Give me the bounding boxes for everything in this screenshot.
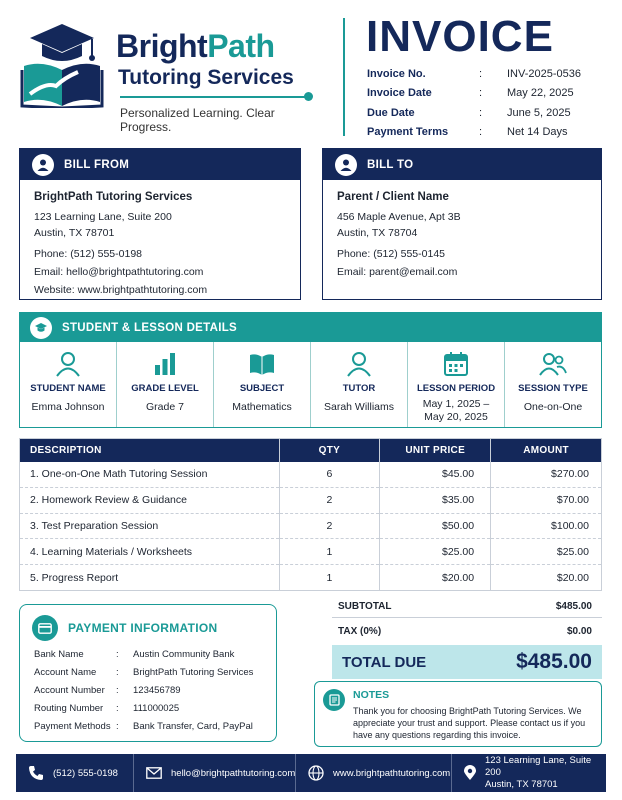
payment-row: Payment Methods : Bank Transfer, Card, PayPal — [34, 720, 253, 732]
notes-title: NOTES — [353, 689, 390, 701]
footer-phone[interactable]: (512) 555-0198 — [16, 754, 134, 792]
notes-text: Thank you for choosing BrightPath Tutoring Services. We appreciate your trust and support. Please contact us if you have any questions regarding this invoice. — [353, 706, 586, 740]
line-items-table — [19, 438, 602, 591]
col-amount: AMOUNT — [491, 439, 602, 462]
meta-row: Invoice No. : INV-2025-0536 — [367, 67, 581, 80]
invoice-meta — [367, 64, 607, 142]
user-icon — [32, 154, 54, 176]
student-lesson-header: STUDENT & LESSON DETAILS — [20, 313, 601, 342]
col-description: DESCRIPTION — [20, 439, 280, 462]
footer-bar — [16, 754, 606, 792]
payment-row: Bank Name : Austin Community Bank — [34, 648, 235, 660]
bill-to-address2: Austin, TX 78704 — [337, 227, 418, 239]
people-icon — [539, 351, 567, 377]
session-type-cell: SESSION TYPE One-on-One — [505, 342, 601, 427]
meta-row: Invoice Date : May 22, 2025 — [367, 87, 574, 100]
header-divider — [343, 18, 345, 136]
brand-underline — [120, 96, 308, 98]
brand-subtitle: Tutoring Services — [118, 66, 294, 89]
graduation-cap-icon — [30, 317, 52, 339]
bill-from-address2: Austin, TX 78701 — [34, 227, 115, 239]
tutor-cell: TUTOR Sarah Williams — [311, 342, 408, 427]
bill-from-website: Website: www.brightpathtutoring.com — [34, 284, 208, 296]
bill-to-header: BILL TO — [323, 149, 601, 180]
subtotal-row: SUBTOTAL $485.00 — [332, 596, 602, 618]
bill-to-email: Email: parent@email.com — [337, 266, 458, 278]
meta-row: Payment Terms : Net 14 Days — [367, 126, 568, 139]
student-name-cell: STUDENT NAME Emma Johnson — [20, 342, 117, 427]
bill-from-email: Email: hello@brightpathtutoring.com — [34, 266, 204, 278]
bill-from-name: BrightPath Tutoring Services — [34, 191, 193, 203]
table-row: 1. One-on-One Math Tutoring Session 6 $45.00 $270.00 — [20, 462, 602, 488]
footer-email[interactable]: hello@brightpathtutoring.com — [134, 754, 296, 792]
grade-level-cell: GRADE LEVEL Grade 7 — [117, 342, 214, 427]
user-icon — [335, 154, 357, 176]
payment-row: Routing Number : 111000025 — [34, 702, 180, 714]
footer-address: 123 Learning Lane, Suite 200 Austin, TX 78701 — [452, 754, 604, 792]
table-row: 5. Progress Report 1 $20.00 $20.00 — [20, 565, 602, 591]
table-row: 3. Test Preparation Session 2 $50.00 $100.00 — [20, 513, 602, 539]
lesson-period-cell: LESSON PERIOD May 1, 2025 – May 20, 2025 — [408, 342, 505, 427]
bill-to-phone: Phone: (512) 555-0145 — [337, 248, 445, 260]
brand-underline-dot — [304, 92, 313, 101]
tax-row: TAX (0%) $0.00 — [338, 625, 592, 637]
book-icon — [248, 351, 276, 377]
brand-name: BrightPath — [116, 28, 275, 64]
totals-block — [332, 596, 602, 679]
graduation-book-logo-icon — [20, 22, 104, 108]
payment-info-box — [19, 604, 277, 742]
bill-to-box — [322, 148, 602, 300]
bill-to-name: Parent / Client Name — [337, 191, 449, 203]
calendar-icon — [443, 351, 469, 377]
brand-tagline: Personalized Learning. Clear Progress. — [120, 106, 275, 134]
bill-from-address1: 123 Learning Lane, Suite 200 — [34, 211, 172, 223]
brand-logo — [20, 22, 320, 134]
total-due-row: TOTAL DUE $485.00 — [332, 645, 602, 679]
globe-icon — [308, 765, 324, 781]
meta-row: Due Date : June 5, 2025 — [367, 106, 571, 119]
payment-row: Account Number : 123456789 — [34, 684, 181, 696]
bill-to-address1: 456 Maple Avenue, Apt 3B — [337, 211, 461, 223]
payment-row: Account Name : BrightPath Tutoring Services — [34, 666, 254, 678]
notes-icon — [323, 689, 345, 711]
bar-chart-icon — [152, 351, 178, 377]
invoice-title: INVOICE — [366, 12, 554, 61]
credit-card-icon — [32, 615, 58, 641]
bill-from-header: BILL FROM — [20, 149, 300, 180]
col-qty: QTY — [279, 439, 380, 462]
table-header-row — [20, 439, 602, 462]
student-lesson-section — [19, 312, 602, 428]
bill-from-phone: Phone: (512) 555-0198 — [34, 248, 142, 260]
notes-box — [314, 681, 602, 747]
table-row: 4. Learning Materials / Worksheets 1 $25.00 $25.00 — [20, 539, 602, 565]
table-row: 2. Homework Review & Guidance 2 $35.00 $70.00 — [20, 487, 602, 513]
tutor-icon — [346, 351, 372, 377]
footer-website[interactable]: www.brightpathtutoring.com — [296, 754, 452, 792]
col-unit-price: UNIT PRICE — [380, 439, 491, 462]
mail-icon — [146, 767, 162, 779]
location-pin-icon — [464, 765, 476, 781]
subject-cell: SUBJECT Mathematics — [214, 342, 311, 427]
person-icon — [55, 351, 81, 377]
bill-from-box — [19, 148, 301, 300]
phone-icon — [28, 765, 44, 781]
payment-info-title: PAYMENT INFORMATION — [68, 621, 218, 635]
